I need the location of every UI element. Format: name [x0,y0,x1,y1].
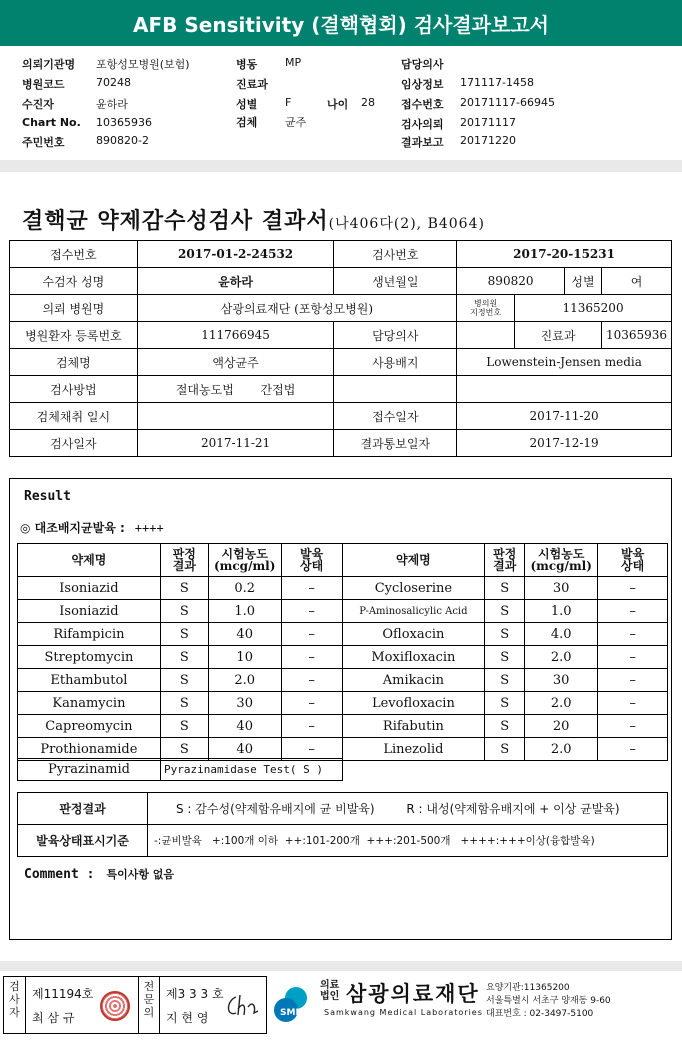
info-value [457,322,515,349]
comment-label: Comment : [24,867,95,882]
clinical-label: 임상정보 [401,78,444,91]
table-cell-c2: 20 [525,715,598,738]
address-block [486,982,611,1021]
table-cell-g1: – [281,738,342,761]
col-growth-1: 발육 [299,547,324,561]
table-cell-g1: – [281,623,342,646]
address-line-1: 요양기관:11365200 [486,983,570,993]
specimen-label: 검체 [236,116,258,129]
info-value: 2017-01-2-24532 [137,241,334,268]
sex-label: 성별 [236,98,258,111]
table-cell-j2: S [485,623,525,646]
table-cell-j1: S [160,715,208,738]
table-cell-j1: S [160,600,208,623]
dept-label: 진료과 [236,78,268,91]
table-cell-g2: – [598,646,668,669]
address-line-2: 서울특별시 서초구 양재동 9-60 [486,996,611,1006]
table-cell-d1: Prothionamide [18,738,161,761]
document-code: (나406다(2), B4064) [328,216,485,232]
table-row [18,669,668,692]
info-label: 검체명 [10,349,138,376]
info-value: 111766945 [137,322,334,349]
info-value: 여 [601,268,671,295]
table-cell-g2: – [598,715,668,738]
request-value: 20171117 [460,116,516,129]
legend-table [17,792,668,857]
expert-name: 지 현 영 [166,1011,209,1025]
chart-value: 10365936 [96,116,152,129]
table-cell-j2: S [485,715,525,738]
col-judge-2: 결과 [172,559,196,573]
table-cell-c1: 40 [208,715,281,738]
tester-vert-label: 검사자 [4,977,26,1033]
brand-prefix: 의료 법인 [320,980,340,1002]
seal-stamp-icon [100,991,130,1021]
table-cell-j2: S [485,692,525,715]
table-cell-g1: – [281,715,342,738]
info-value: 890820 [457,268,565,295]
table-cell-g2: – [598,600,668,623]
divider [0,160,682,172]
info-value: 2017-11-21 [137,430,334,457]
table-cell-c1: 1.0 [208,600,281,623]
tester-license: 제11194호 [32,987,94,1001]
table-cell-c2: 30 [525,669,598,692]
info-value: Lowenstein-Jensen media [457,349,672,376]
table-cell-c1: 40 [208,738,281,761]
request-label: 검사의뢰 [401,118,444,131]
col-drug: 약제명 [342,544,485,577]
doctor-label: 담당의사 [401,58,444,71]
rrn-label: 주민번호 [22,136,65,149]
info-value: 2017-11-20 [457,403,672,430]
table-cell-g1: – [281,577,342,600]
document-title-text: 결핵균 약제감수성검사 결과서 [22,208,329,234]
table-cell-d1: Capreomycin [18,715,161,738]
col-conc-2: (mcg/ml) [530,559,592,573]
table-cell-c1: 40 [208,623,281,646]
ward-label: 병동 [236,58,258,71]
table-cell-g1: – [281,692,342,715]
table-cell-d1: Kanamycin [18,692,161,715]
brand-english: Samkwang Medical Laboratories [324,1008,483,1017]
age-value: 28 [361,96,375,109]
info-label: 검사번호 [334,241,457,268]
divider [0,961,682,971]
info-label: 생년월일 [334,268,457,295]
info-value: 2017-20-15231 [457,241,672,268]
info-empty [334,376,457,403]
table-cell-d2: Cycloserine [342,577,485,600]
table-cell-j1: S [160,669,208,692]
inst-label: 의뢰기관명 [22,58,76,71]
signature-box [3,976,267,1034]
table-cell-c1: 30 [208,692,281,715]
col-conc-2: (mcg/ml) [214,559,276,573]
judge-s: S : 감수성(약제함유배지에 균 비발육) [176,802,375,816]
table-cell-d1: Ethambutol [18,669,161,692]
info-empty [457,376,672,403]
footer [0,974,682,1041]
info-label: 담당의사 [334,322,457,349]
table-cell-c1: 0.2 [208,577,281,600]
report-date-value: 20171220 [460,134,516,147]
col-growth [281,544,342,577]
brand-name: 삼광의료재단 [346,982,480,1006]
clinical-value: 171117-1458 [460,76,534,89]
result-label: Result [24,489,71,504]
code-value: 70248 [96,76,131,89]
pyr-value: Pyrazinamidase Test( S ) [161,759,343,781]
table-cell-g2: – [598,692,668,715]
table-cell-g2: – [598,623,668,646]
chart-label: Chart No. [22,116,81,129]
col-judge-1: 판정 [493,547,517,561]
judge-legend [148,793,668,825]
table-cell-j2: S [485,646,525,669]
report-date-label: 결과보고 [401,136,444,149]
table-row [18,715,668,738]
table-cell-d1: Isoniazid [18,577,161,600]
table-cell-c2: 1.0 [525,600,598,623]
info-value [137,403,334,430]
method-2: 간접법 [260,382,296,397]
table-row [18,623,668,646]
table-cell-d2: Linezolid [342,738,485,761]
info-label: 병원환자 등록번호 [10,322,138,349]
control-growth [20,519,164,536]
growth-legend: -:균비발육 +:100개 이하 ++:101-200개 +++:201-500개 ++++:+++이상(융합발육) [148,825,668,857]
ward-value: MP [285,56,302,69]
col-growth-2: 상태 [299,559,324,573]
table-cell-c2: 2.0 [525,738,598,761]
signature-icon [222,991,262,1021]
patient-info-table [9,240,672,457]
table-cell-j1: S [160,738,208,761]
susceptibility-table [17,543,668,761]
patient-value: 윤하라 [96,98,128,111]
table-cell-j1: S [160,646,208,669]
info-value: 2017-12-19 [457,430,672,457]
table-cell-d2: Rifabutin [342,715,485,738]
patient-label: 수진자 [22,98,54,111]
info-label: 접수번호 [10,241,138,268]
table-cell-d1: Streptomycin [18,646,161,669]
report-header [0,48,682,158]
method-1: 절대농도법 [175,382,234,397]
col-drug: 약제명 [18,544,161,577]
info-label: 의뢰 병원명 [10,295,138,322]
table-row [18,646,668,669]
table-cell-g1: – [281,646,342,669]
table-cell-c2: 30 [525,577,598,600]
table-cell-g2: – [598,738,668,761]
address-line-3: 대표번호 : 02-3497-5100 [486,1009,594,1019]
tester-name: 최 삼 규 [32,1011,75,1025]
info-label: 사용배지 [334,349,457,376]
table-row [18,692,668,715]
table-cell-g2: – [598,577,668,600]
info-value: 윤하라 [137,268,334,295]
inst-value: 포항성모병원(보험) [96,58,190,71]
receipt-value: 20171117-66945 [460,96,555,109]
table-cell-g1: – [281,600,342,623]
table-cell-j2: S [485,577,525,600]
code-label: 병원코드 [22,78,65,91]
table-cell-j2: S [485,669,525,692]
col-growth-2: 상태 [620,559,645,573]
table-row [18,577,668,600]
logo-text: SML [280,1008,302,1018]
table-cell-c2: 2.0 [525,692,598,715]
hosp-no-label-1: 병의원 [474,299,498,308]
table-cell-d2: Moxifloxacin [342,646,485,669]
info-label [457,295,515,322]
table-cell-c2: 4.0 [525,623,598,646]
table-cell-j2: S [485,600,525,623]
judge-label: 판정결과 [18,793,148,825]
table-cell-g2: – [598,669,668,692]
pyrazinamide-row [17,758,343,781]
table-cell-c2: 2.0 [525,646,598,669]
col-growth [598,544,668,577]
growth-label: 발육상태표시기준 [18,825,148,857]
sex-value: F [285,96,292,109]
col-judge-2: 결과 [493,559,517,573]
comment [24,866,174,882]
col-conc-1: 시험농도 [537,547,585,561]
document-title [22,204,485,235]
col-judge-1: 판정 [172,547,196,561]
expert-license: 제3 3 3 호 [166,987,224,1001]
age-label: 나이 [327,98,349,111]
col-judge [485,544,525,577]
table-cell-j1: S [160,623,208,646]
col-conc-1: 시험농도 [221,547,268,561]
table-row [18,600,668,623]
table-cell-d2: Amikacin [342,669,485,692]
info-label: 검사일자 [10,430,138,457]
info-value: 11365200 [515,295,672,322]
expert-vert-label: 전문의 [138,977,160,1033]
rrn-value: 890820-2 [96,134,149,147]
hosp-no-label-2: 지정번호 [470,308,502,317]
table-cell-c1: 2.0 [208,669,281,692]
table-cell-d2: Levofloxacin [342,692,485,715]
table-cell-d2: Ofloxacin [342,623,485,646]
table-cell-d1: Rifampicin [18,623,161,646]
table-cell-g1: – [281,669,342,692]
control-value: ++++ [134,521,164,535]
table-cell-j1: S [160,577,208,600]
info-label: 결과통보일자 [334,430,457,457]
table-cell-c1: 10 [208,646,281,669]
table-cell-d1: Isoniazid [18,600,161,623]
info-label: 검체채취 일시 [10,403,138,430]
col-judge [160,544,208,577]
report-title: AFB Sensitivity (결핵협회) 검사결과보고서 [0,0,682,46]
info-label: 진료과 [515,322,602,349]
info-label: 성별 [565,268,602,295]
info-value: 액상균주 [137,349,334,376]
table-cell-d2: P-Aminosalicylic Acid [342,600,485,623]
info-value [137,376,334,403]
control-label: ◎ 대조배지균발육 : [20,521,125,535]
info-label: 접수일자 [334,403,457,430]
sml-logo-icon [272,980,318,1026]
info-value: 10365936 [601,322,671,349]
info-value: 삼광의료재단 (포항성모병원) [137,295,456,322]
table-cell-j2: S [485,738,525,761]
result-section [9,478,672,940]
brand [322,978,483,1017]
col-conc [525,544,598,577]
pyr-label: Pyrazinamid [18,759,161,781]
receipt-label: 접수번호 [401,98,444,111]
table-cell-j1: S [160,692,208,715]
comment-value: 특이사항 없음 [106,868,175,881]
info-label: 수검자 성명 [10,268,138,295]
judge-r: R : 내성(약제함유배지에 + 이상 균발육) [406,802,620,816]
specimen-value: 균주 [285,116,307,129]
info-label: 검사방법 [10,376,138,403]
col-growth-1: 발육 [620,547,645,561]
col-conc [208,544,281,577]
